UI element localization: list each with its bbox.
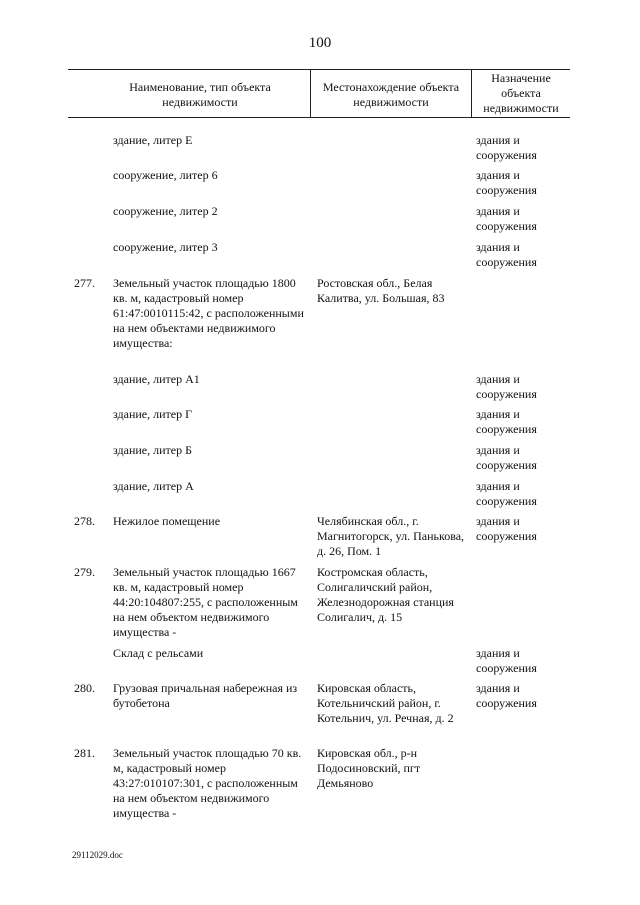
row-purpose: здания и сооружения <box>476 479 537 508</box>
row-name: Земельный участок площадью 1800 кв. м, кадастровый номер 61:47:0010115:42, с расположенными на нем объектами недвижимого имущества: <box>113 276 304 350</box>
row-purpose: здания и сооружения <box>476 646 537 675</box>
row-name: сооружение, литер 6 <box>113 168 218 182</box>
header-location: Местонахождение объекта недвижимости <box>322 80 460 109</box>
table-header-bottom-rule <box>68 117 570 118</box>
row-name: здание, литер А1 <box>113 372 200 386</box>
row-location: Кировская область, Котельничский район, г. Котельнич, ул. Речная, д. 2 <box>317 681 454 725</box>
row-name: Нежилое помещение <box>113 514 221 528</box>
row-purpose: здания и сооружения <box>476 514 537 543</box>
row-purpose: здания и сооружения <box>476 168 537 197</box>
row-number: 279. <box>74 565 95 579</box>
row-location: Костромская область, Солигаличский район, Железнодорожная станция Солигалич, д. 15 <box>317 565 454 624</box>
row-number: 281. <box>74 746 95 760</box>
row-purpose: здания и сооружения <box>476 240 537 269</box>
row-purpose: здания и сооружения <box>476 443 537 472</box>
row-purpose: здания и сооружения <box>476 681 537 710</box>
row-purpose: здания и сооружения <box>476 372 537 401</box>
row-name: здание, литер Г <box>113 407 193 421</box>
row-name: здание, литер А <box>113 479 194 493</box>
row-name: Земельный участок площадью 70 кв. м, кадастровый номер 43:27:010107:301, с расположенным на нем объектом недвижимого имущества - <box>113 746 302 820</box>
row-name: Земельный участок площадью 1667 кв. м, кадастровый номер 44:20:104807:255, с расположенным на нем объектом недвижимого имущества - <box>113 565 298 639</box>
row-purpose: здания и сооружения <box>476 407 537 436</box>
row-name: здание, литер Б <box>113 443 192 457</box>
row-location: Ростовская обл., Белая Калитва, ул. Большая, 83 <box>317 276 445 305</box>
row-name: здание, литер Е <box>113 133 193 147</box>
row-number: 277. <box>74 276 95 290</box>
footer-filename: 29112029.doc <box>72 850 123 860</box>
row-location: Челябинская обл., г. Магнитогорск, ул. Панькова, д. 26, Пом. 1 <box>317 514 465 558</box>
header-purpose: Назначение объекта недвижимости <box>483 71 559 115</box>
row-number: 280. <box>74 681 95 695</box>
header-name: Наименование, тип объекта недвижимости <box>129 80 271 109</box>
header-divider-1 <box>310 69 311 117</box>
row-name: сооружение, литер 2 <box>113 204 218 218</box>
table-top-rule <box>68 69 570 70</box>
row-name: сооружение, литер 3 <box>113 240 218 254</box>
row-purpose: здания и сооружения <box>476 204 537 233</box>
row-name: Склад с рельсами <box>113 646 204 660</box>
row-number: 278. <box>74 514 95 528</box>
row-location: Кировская обл., р-н Подосиновский, пгт Демьяново <box>317 746 421 790</box>
row-name: Грузовая причальная набережная из бутобетона <box>113 681 298 710</box>
row-purpose: здания и сооружения <box>476 133 537 162</box>
page-number: 100 <box>308 35 332 51</box>
